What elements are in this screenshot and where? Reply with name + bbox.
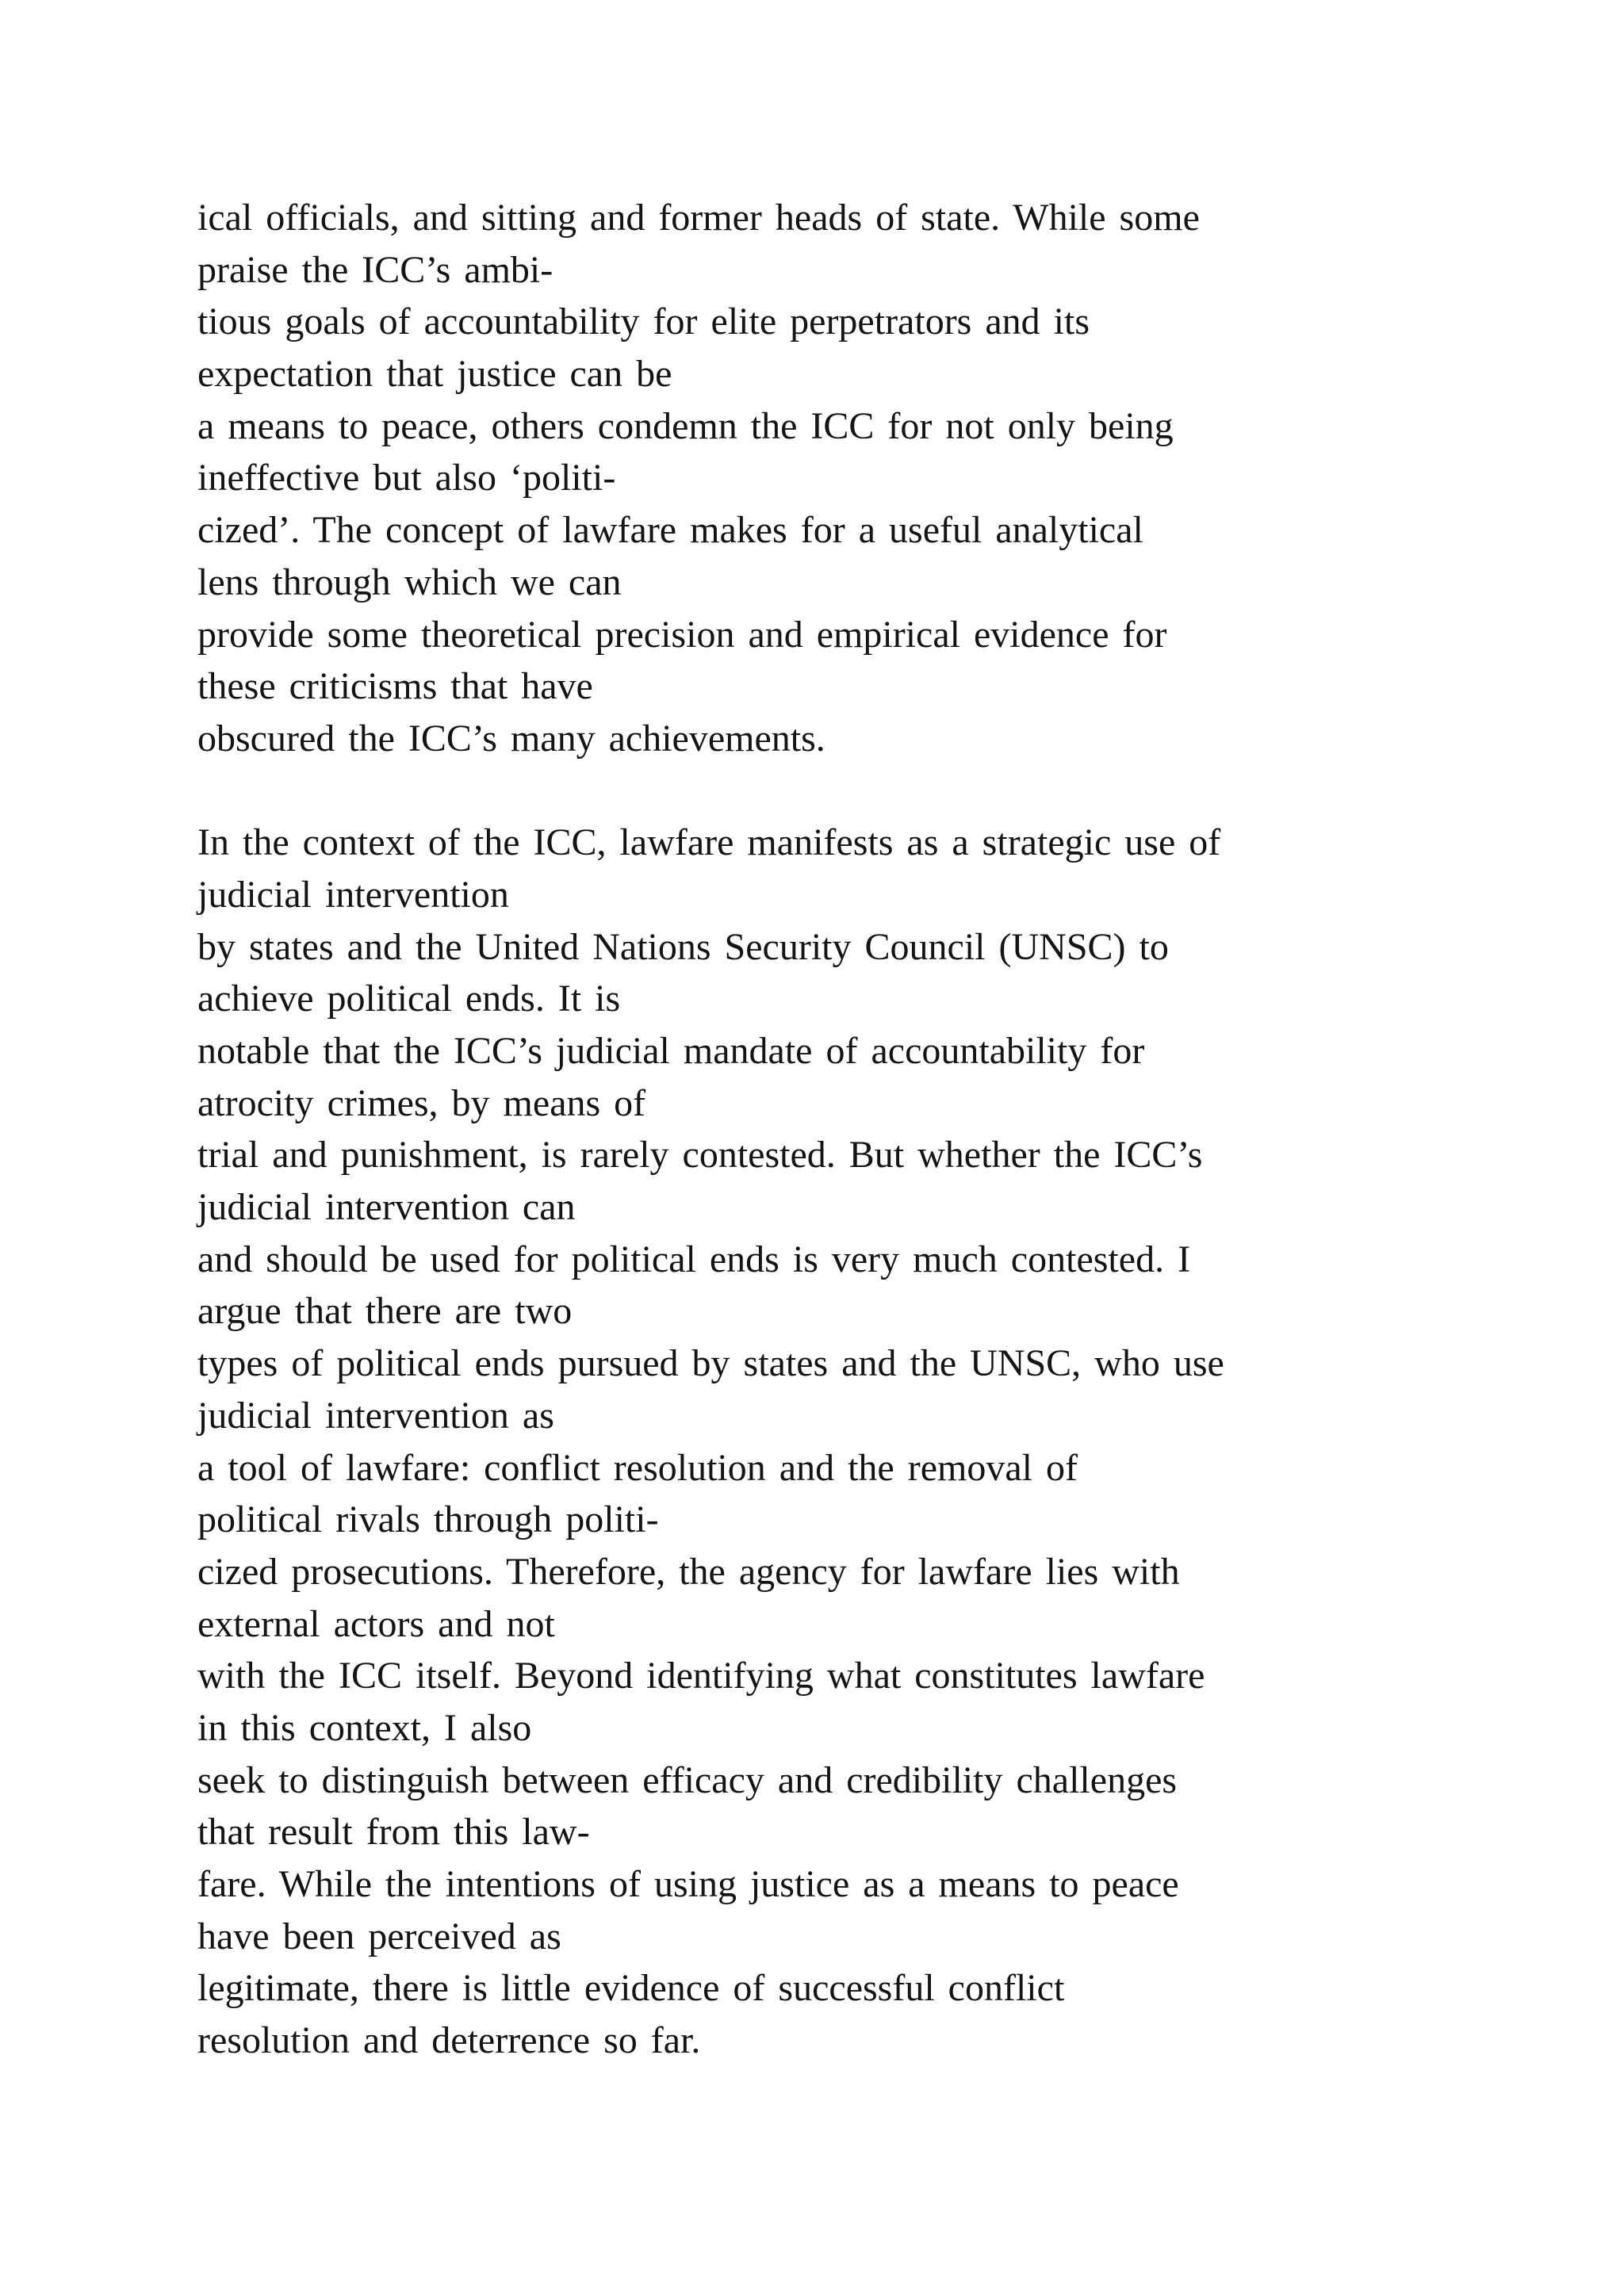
text-line: atrocity crimes, by means of: [197, 1081, 646, 1124]
text-line: and should be used for political ends is very much contested. I: [197, 1238, 1191, 1280]
text-line: judicial intervention: [197, 873, 509, 916]
text-line: political rivals through politi-: [197, 1498, 659, 1541]
text-line: provide some theoretical precision and empirical evidence for: [197, 613, 1167, 656]
text-line: notable that the ICC’s judicial mandate of accountability for: [197, 1030, 1145, 1072]
body-text: [197, 192, 1545, 2067]
text-line: a tool of lawfare: conflict resolution and the removal of: [197, 1446, 1078, 1489]
paragraph-spacer: [197, 765, 1545, 817]
text-line: achieve political ends. It is: [197, 978, 621, 1020]
text-line: seek to distinguish between efficacy and credibility challenges: [197, 1758, 1178, 1801]
text-line: judicial intervention can: [197, 1186, 576, 1229]
text-line: argue that there are two: [197, 1290, 573, 1333]
text-line: cized’. The concept of lawfare makes for a useful analytical: [197, 509, 1143, 552]
text-line: praise the ICC’s ambi-: [197, 248, 553, 291]
text-line: fare. While the intentions of using justice as a means to peace: [197, 1863, 1179, 1905]
text-line: types of political ends pursued by states and the UNSC, who use: [197, 1342, 1224, 1385]
text-line: have been perceived as: [197, 1915, 561, 1957]
text-line: trial and punishment, is rarely contested. But whether the ICC’s: [197, 1134, 1203, 1177]
paragraph-1: [197, 192, 1545, 765]
text-line: cized prosecutions. Therefore, the agency for lawfare lies with: [197, 1550, 1180, 1593]
text-line: tious goals of accountability for elite perpetrators and its: [197, 300, 1090, 343]
text-line: with the ICC itself. Beyond identifying what constitutes lawfare: [197, 1655, 1205, 1697]
text-line: resolution and deterrence so far.: [197, 2019, 701, 2062]
text-line: obscured the ICC’s many achievements.: [197, 717, 825, 760]
text-line: ical officials, and sitting and former heads of state. While some: [197, 197, 1200, 239]
text-line: that result from this law-: [197, 1811, 590, 1854]
text-line: lens through which we can: [197, 561, 622, 603]
text-line: a means to peace, others condemn the ICC for not only being: [197, 404, 1174, 447]
text-line: external actors and not: [197, 1602, 555, 1645]
paragraph-2: [197, 817, 1545, 2067]
text-line: by states and the United Nations Security Council (UNSC) to: [197, 925, 1169, 968]
text-line: these criticisms that have: [197, 665, 593, 708]
text-line: in this context, I also: [197, 1706, 532, 1749]
text-line: legitimate, there is little evidence of successful conflict: [197, 1967, 1065, 2010]
text-line: In the context of the ICC, lawfare manifests as a strategic use of: [197, 821, 1221, 864]
text-line: ineffective but also ‘politi-: [197, 457, 616, 499]
text-line: expectation that justice can be: [197, 353, 672, 396]
text-line: judicial intervention as: [197, 1394, 554, 1437]
